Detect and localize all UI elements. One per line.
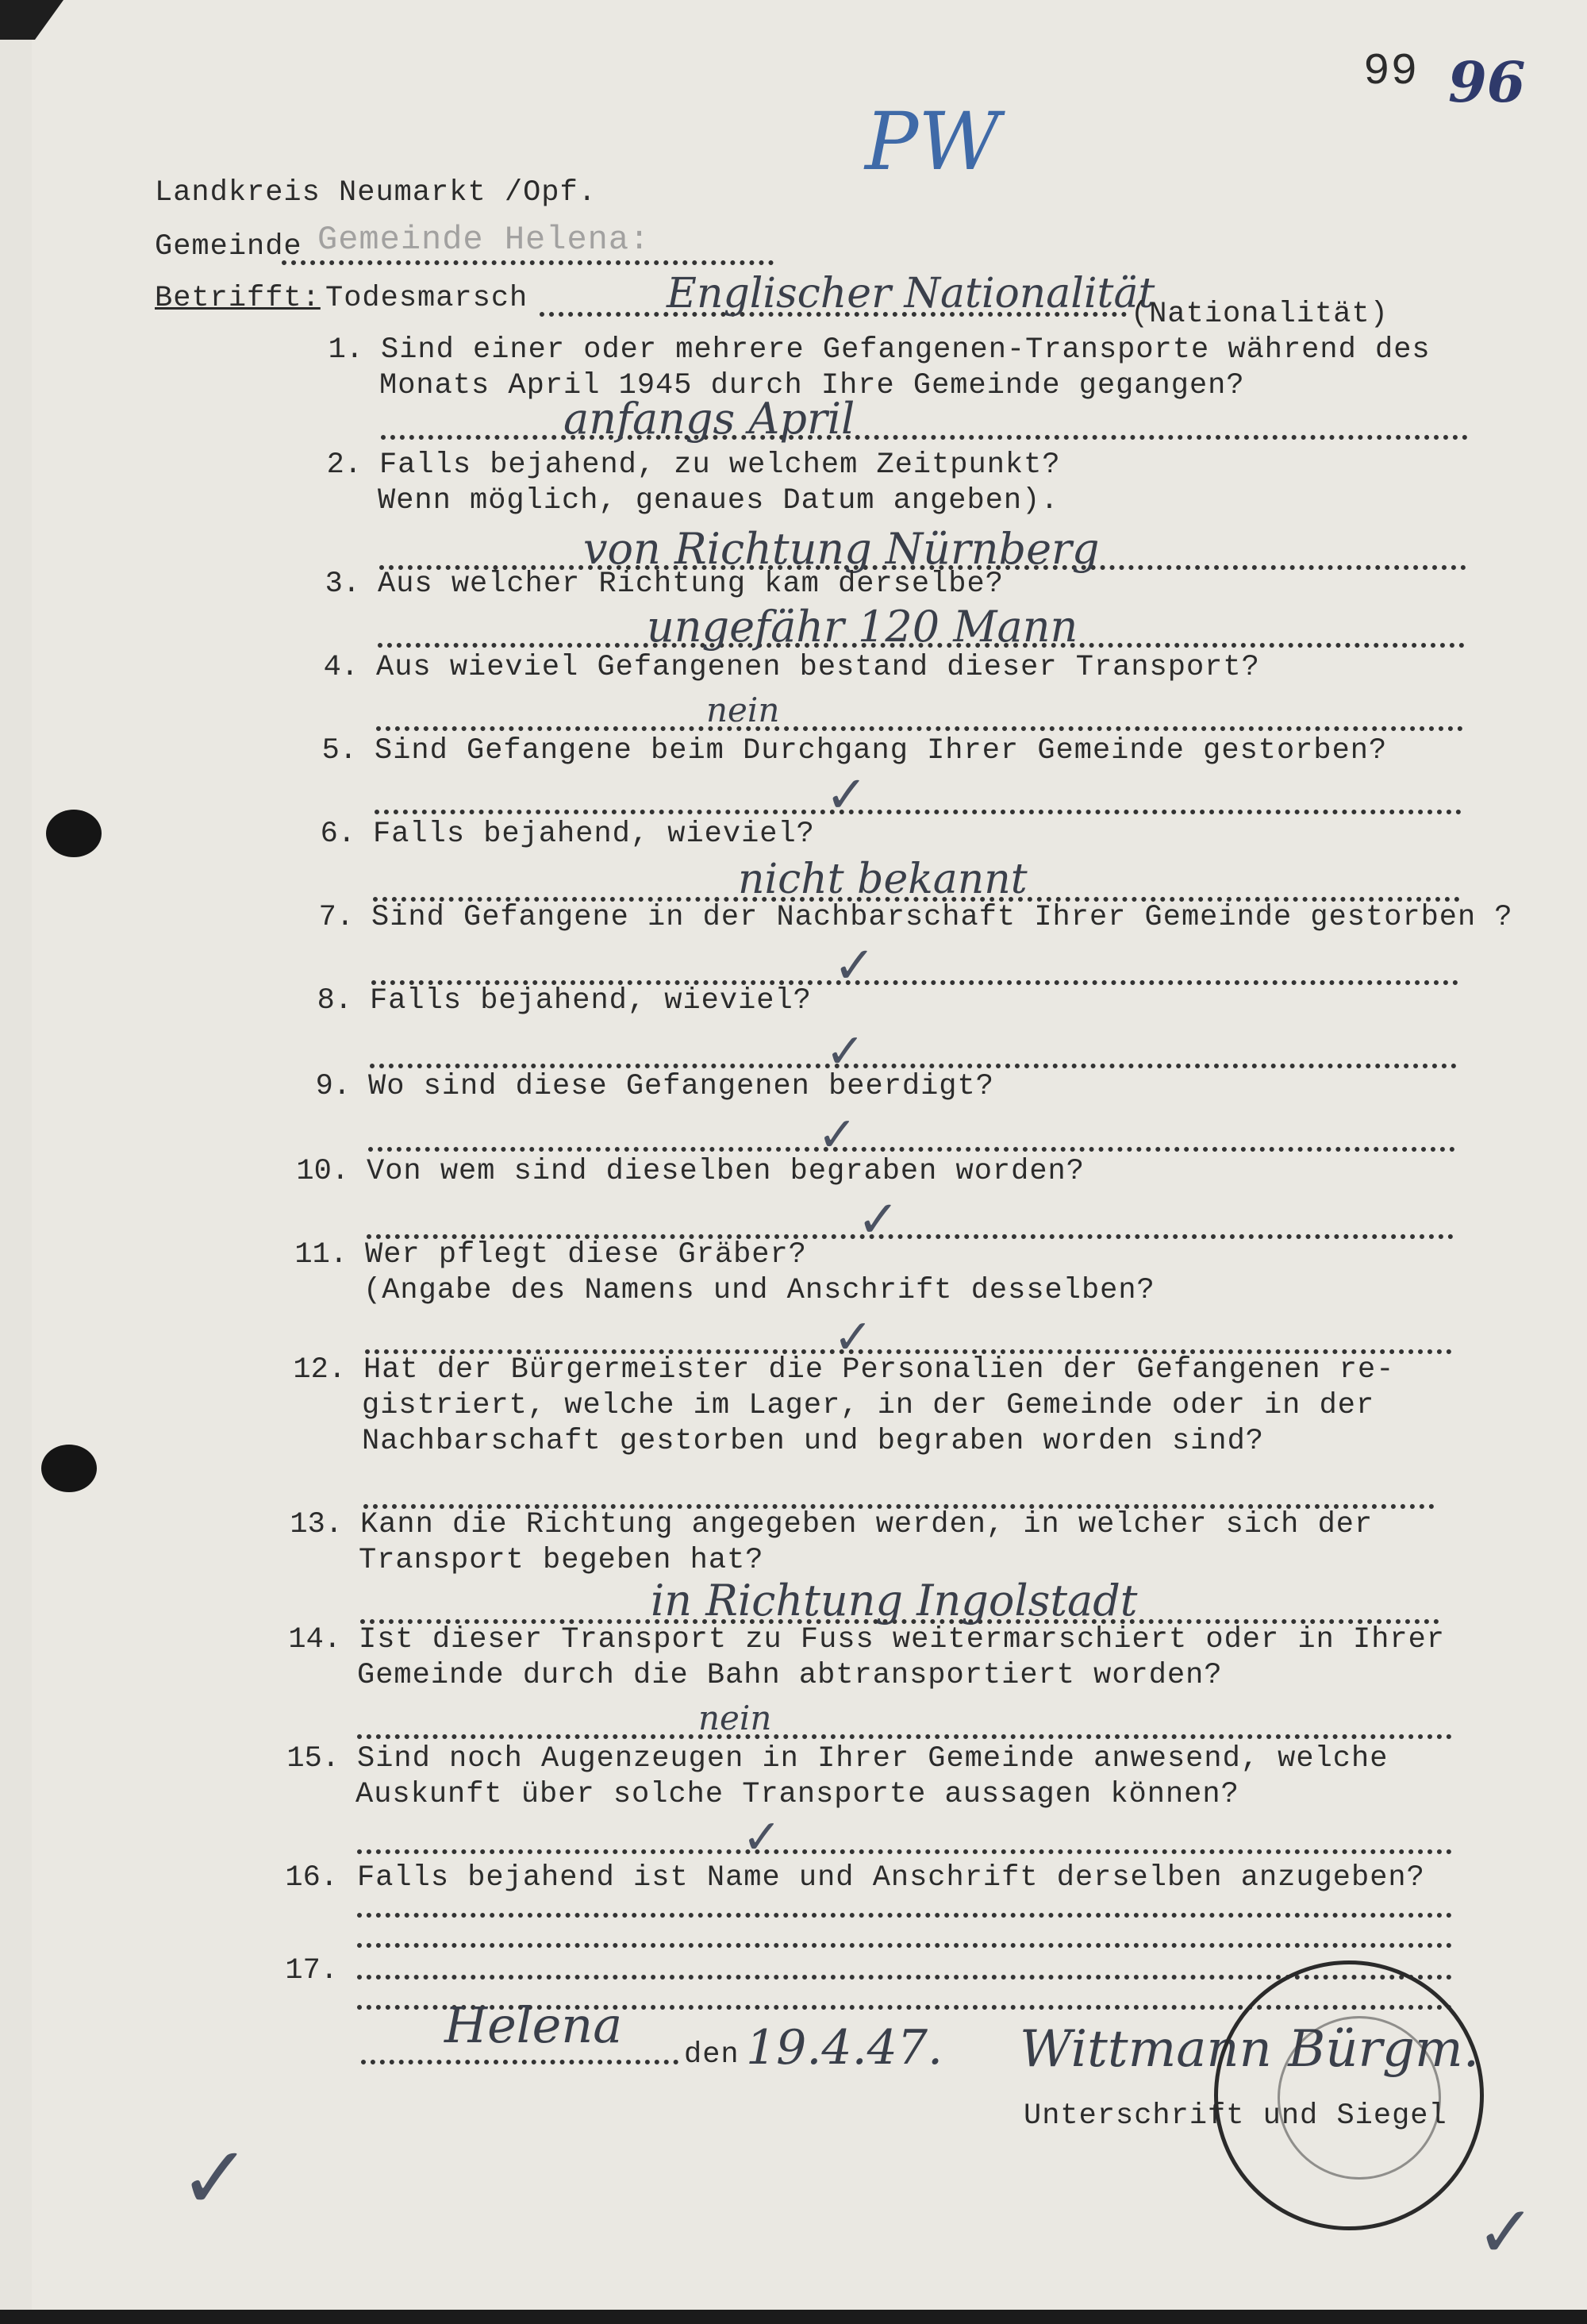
- question-text: Sind noch Augenzeugen in Ihrer Gemeinde anwesend, welche: [357, 1742, 1389, 1776]
- answer-line: [357, 1913, 1452, 1918]
- archive-number: 99: [1363, 46, 1419, 97]
- place-handwritten: Helena: [444, 1996, 623, 2054]
- answer-line: [368, 1147, 1455, 1152]
- question-text: Falls bejahend ist Name und Anschrift derselben anzugeben?: [357, 1861, 1425, 1895]
- question-number: 8.: [317, 984, 352, 1018]
- question-text: Nachbarschaft gestorben und begraben worden sind?: [362, 1425, 1264, 1458]
- margin-check-mark-icon: ✓: [1476, 2191, 1536, 2274]
- den-label: den: [684, 2038, 740, 2072]
- margin-check-mark-icon: ✓: [179, 2127, 252, 2229]
- answer-line: [370, 1064, 1457, 1068]
- question-text: Sind einer oder mehrere Gefangenen-Transporte während des: [381, 333, 1431, 367]
- handwritten-answer: ungefähr 120 Mann: [647, 602, 1078, 652]
- question-text: Gemeinde durch die Bahn abtransportiert worden?: [357, 1659, 1223, 1692]
- check-mark-icon: ✓: [833, 1310, 874, 1365]
- question-number: 1.: [328, 333, 363, 367]
- question-text: Wo sind diese Gefangenen beerdigt?: [368, 1070, 994, 1103]
- scan-bottom-edge: [0, 2310, 1587, 2324]
- punch-hole-lower: [41, 1445, 97, 1492]
- question-number: 9.: [315, 1070, 351, 1103]
- question-text: Sind Gefangene in der Nachbarschaft Ihrer Gemeinde gestorben ?: [371, 901, 1513, 934]
- question-number: 14.: [288, 1623, 341, 1656]
- question-number: 11.: [294, 1238, 348, 1272]
- handwritten-answer: nicht bekannt: [738, 856, 1028, 903]
- question-text: gistriert, welche im Lager, in der Gemeinde oder in der: [362, 1389, 1375, 1422]
- question-text: Falls bejahend, wieviel?: [370, 984, 812, 1018]
- handwritten-answer: nein: [706, 691, 780, 729]
- question-number: 5.: [321, 734, 357, 768]
- question-number: 12.: [293, 1353, 346, 1387]
- handwritten-answer: in Richtung Ingolstadt: [651, 1576, 1138, 1626]
- question-text: Aus wieviel Gefangenen bestand dieser Transport?: [376, 651, 1260, 684]
- dotted-line: [282, 260, 774, 265]
- answer-line: [376, 726, 1463, 731]
- answer-line: [357, 1943, 1452, 1948]
- nationality-answer: Englischer Nationalität: [667, 270, 1155, 317]
- question-number: 10.: [296, 1155, 349, 1188]
- question-text: Falls bejahend, zu welchem Zeitpunkt?: [379, 448, 1061, 482]
- question-number: 7.: [318, 901, 354, 934]
- question-text: Wer pflegt diese Gräber?: [365, 1238, 807, 1272]
- check-mark-icon: ✓: [817, 1107, 858, 1163]
- question-number: 3.: [325, 568, 360, 601]
- question-number: 6.: [320, 818, 355, 851]
- municipality-stamp: Gemeinde Helena:: [317, 221, 651, 259]
- subject-label: Betrifft:: [155, 282, 321, 315]
- question-text: Auskunft über solche Transporte aussagen können?: [355, 1778, 1239, 1811]
- question-number: 4.: [323, 651, 359, 684]
- check-mark-icon: ✓: [825, 1024, 866, 1079]
- question-text: Transport begeben hat?: [359, 1544, 764, 1577]
- question-number: 15.: [286, 1742, 340, 1776]
- question-text: Sind Gefangene beim Durchgang Ihrer Gemeinde gestorben?: [375, 734, 1388, 768]
- question-text: Wenn möglich, genaues Datum angeben).: [378, 484, 1059, 518]
- official-seal-inner-ring: [1278, 2016, 1441, 2180]
- handwritten-answer: von Richtung Nürnberg: [583, 524, 1100, 574]
- question-number: 13.: [290, 1508, 343, 1541]
- date-handwritten: 19.4.47.: [746, 2020, 943, 2076]
- question-number: 2.: [326, 448, 362, 482]
- check-mark-icon: ✓: [825, 766, 868, 825]
- nationality-label: (Nationalität): [1131, 298, 1389, 331]
- question-number: 17.: [285, 1954, 338, 1987]
- question-number: 16.: [285, 1861, 338, 1895]
- district-line: Landkreis Neumarkt /Opf.: [155, 176, 597, 210]
- question-text: (Angabe des Namens und Anschrift desselben?: [363, 1274, 1155, 1307]
- question-text: Hat der Bürgermeister die Personalien der Gefangenen re-: [363, 1353, 1395, 1387]
- signature-label: Unterschrift und Siegel: [1024, 2099, 1447, 2133]
- check-mark-icon: ✓: [742, 1810, 782, 1865]
- check-mark-icon: ✓: [857, 1191, 900, 1249]
- answer-line: [357, 1734, 1452, 1739]
- answer-line: [357, 1849, 1452, 1854]
- dotted-line: [361, 2060, 678, 2064]
- handwritten-answer: anfangs April: [563, 394, 855, 444]
- municipality-label: Gemeinde: [155, 230, 302, 264]
- handwritten-page-number: 96: [1448, 49, 1526, 115]
- question-text: Monats April 1945 durch Ihre Gemeinde gegangen?: [379, 369, 1245, 402]
- initials-annotation: PW: [865, 95, 1001, 188]
- question-text: Aus welcher Richtung kam derselbe?: [378, 568, 1004, 601]
- subject-value: Todesmarsch: [325, 282, 528, 315]
- answer-line: [381, 435, 1468, 440]
- punch-hole-upper: [46, 810, 102, 857]
- signature-handwritten: Wittmann Bürgm.: [1020, 2020, 1480, 2079]
- question-text: Von wem sind dieselben begraben worden?: [367, 1155, 1085, 1188]
- question-text: Falls bejahend, wieviel?: [373, 818, 815, 851]
- answer-line: [375, 810, 1462, 814]
- handwritten-answer: nein: [698, 1699, 772, 1737]
- question-text: Ist dieser Transport zu Fuss weitermarschiert oder in Ihrer: [359, 1623, 1446, 1656]
- question-text: Kann die Richtung angegeben werden, in welcher sich der: [360, 1508, 1374, 1541]
- check-mark-icon: ✓: [833, 937, 876, 995]
